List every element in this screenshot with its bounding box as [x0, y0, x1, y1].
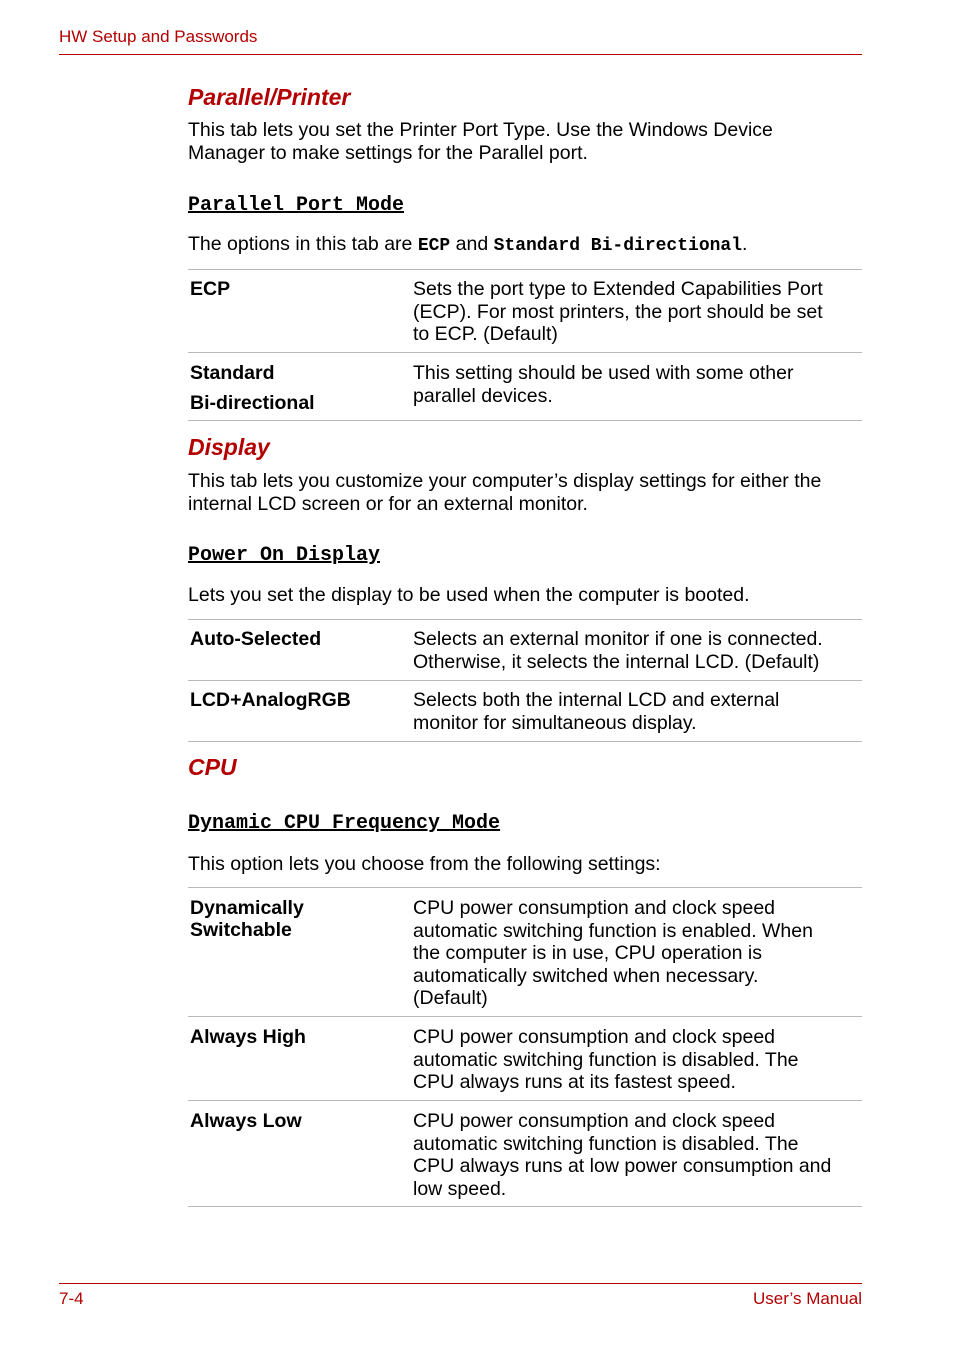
text-line: This tab lets you set the Printer Port Type. Use the Windows Device	[188, 119, 773, 141]
text-run: The options in this tab are	[188, 233, 418, 255]
section-heading-display: Display	[188, 434, 270, 460]
code-standard-bidirectional: Standard Bi-directional	[493, 236, 743, 256]
text-line: the computer is in use, CPU operation is	[413, 942, 763, 964]
desc-always-high	[413, 1026, 858, 1094]
text-line: automatically switched when necessary.	[413, 964, 759, 987]
section-heading-parallel-printer: Parallel/Printer	[188, 84, 351, 110]
term-line: Switchable	[190, 919, 292, 941]
table-rule	[188, 269, 862, 270]
text-line: Selects an external monitor if one is connected.	[413, 628, 823, 650]
text-line: Otherwise, it selects the internal LCD. (Default)	[413, 650, 820, 673]
footer-rule	[59, 1283, 862, 1284]
text-line: automatic switching function is enabled. When	[413, 919, 813, 942]
table-rule	[188, 1100, 862, 1101]
display-lead: Lets you set the display to be used when the computer is booted.	[188, 584, 750, 606]
display-intro	[188, 470, 858, 516]
table-rule	[188, 887, 862, 888]
text-line: CPU power consumption and clock speed	[413, 897, 776, 919]
code-ecp: ECP	[417, 236, 451, 256]
table-rule	[188, 680, 862, 681]
table-rule	[188, 420, 862, 421]
table-rule	[188, 619, 862, 620]
cpu-lead: This option lets you choose from the following settings:	[188, 853, 661, 875]
table-rule	[188, 1206, 862, 1207]
text-line: monitor for simultaneous display.	[413, 711, 697, 734]
parallel-intro	[188, 119, 858, 165]
text-line: automatic switching function is disabled. The	[413, 1132, 799, 1155]
page-number: 7-4	[59, 1289, 84, 1308]
term-line: Dynamically	[190, 897, 304, 919]
text-line: (Default)	[413, 987, 488, 1009]
desc-dynamically-switchable	[413, 897, 858, 1010]
term-always-high: Always High	[190, 1026, 306, 1048]
term-dynamically-switchable	[190, 897, 304, 941]
subheading-dynamic-cpu-frequency-mode: Dynamic CPU Frequency Mode	[188, 812, 501, 835]
header-rule	[59, 54, 862, 55]
text-line: Manager to make settings for the Parallel port.	[188, 142, 588, 164]
term-ecp: ECP	[190, 278, 231, 300]
text-run: .	[742, 233, 748, 255]
subheading-power-on-display: Power On Display	[188, 544, 381, 567]
table-rule	[188, 1016, 862, 1017]
desc-ecp	[413, 278, 858, 346]
text-line: (ECP). For most printers, the port should be set	[413, 300, 823, 323]
text-line: parallel devices.	[413, 384, 553, 407]
desc-auto-selected	[413, 628, 858, 673]
term-line: Bi-directional	[190, 392, 315, 414]
desc-always-low	[413, 1110, 858, 1200]
text-line: CPU always runs at its fastest speed.	[413, 1071, 736, 1093]
term-lcd-analogrgb: LCD+AnalogRGB	[190, 689, 351, 711]
running-header-title: HW Setup and Passwords	[59, 27, 258, 46]
term-always-low: Always Low	[190, 1110, 302, 1132]
text-line: CPU power consumption and clock speed	[413, 1110, 776, 1132]
term-line: Standard	[190, 362, 275, 384]
text-line: low speed.	[413, 1177, 507, 1200]
footer-manual-title: User’s Manual	[753, 1289, 862, 1308]
text-line: Sets the port type to Extended Capabilities Port	[413, 278, 823, 300]
text-line: automatic switching function is disabled. The	[413, 1048, 799, 1071]
text-line: to ECP. (Default)	[413, 323, 558, 345]
desc-lcd-analogrgb	[413, 689, 858, 734]
term-standard-bidirectional	[190, 358, 315, 418]
subheading-parallel-port-mode: Parallel Port Mode	[188, 194, 405, 217]
parallel-options-text	[188, 233, 858, 258]
text-line: internal LCD screen or for an external monitor.	[188, 493, 588, 515]
term-auto-selected: Auto-Selected	[190, 628, 322, 650]
text-line: Selects both the internal LCD and external	[413, 689, 780, 711]
table-rule	[188, 352, 862, 353]
text-line: CPU always runs at low power consumption and	[413, 1155, 832, 1177]
table-rule	[188, 741, 862, 742]
text-line: This tab lets you customize your computer’s display settings for either the	[188, 470, 822, 492]
section-heading-cpu: CPU	[188, 754, 237, 780]
desc-standard-bidirectional	[413, 362, 858, 407]
text-run: and	[450, 233, 494, 255]
text-line: CPU power consumption and clock speed	[413, 1026, 776, 1048]
text-line: This setting should be used with some other	[413, 362, 794, 384]
